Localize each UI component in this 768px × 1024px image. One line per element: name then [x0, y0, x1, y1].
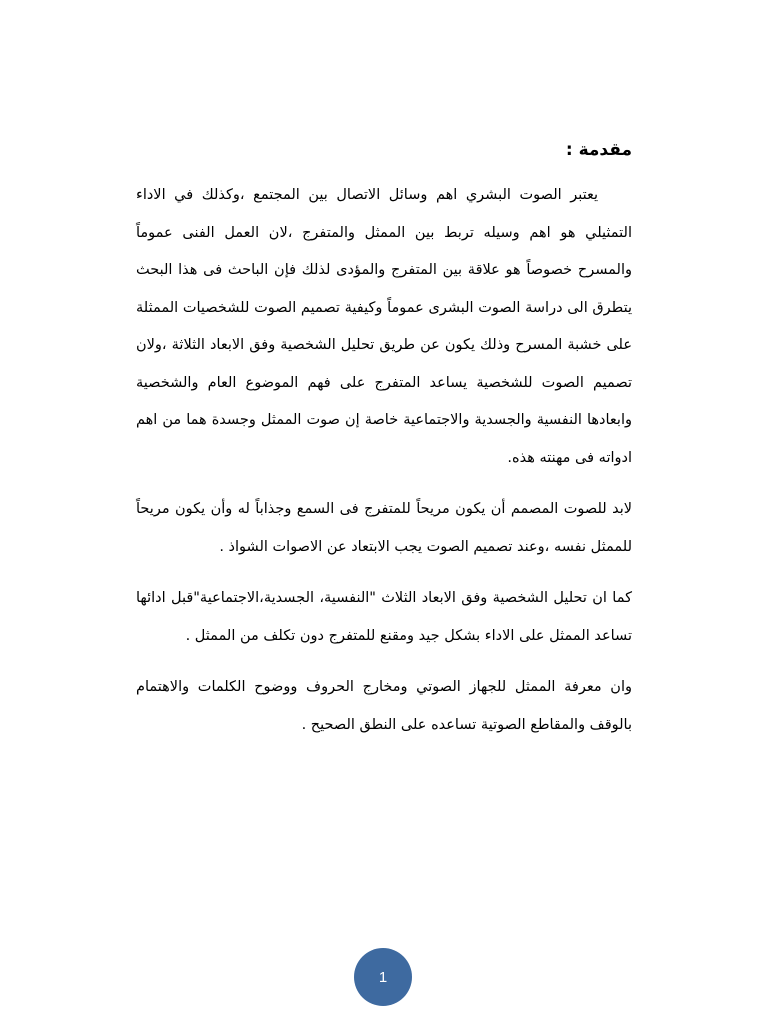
paragraph-1: يعتبر الصوت البشري اهم وسائل الاتصال بين المجتمع ،وكذلك في الاداء التمثيلي هو اهم وسيله تربط بين الممثل والمتفرج ،لان العمل الفنى عموماً والمسرح خصوصاً هو علاقة بين المتفرج والمؤدى لذلك فإن الباحث فى هذا البحث يتطرق الى دراسة الصوت البشرى عموماً وكيفية تصميم الصوت للشخصيات الممثلة على خشبة المسرح وذلك يكون عن طريق تحليل الشخصية وفق الابعاد الثلاثة ،ولان تصميم الصوت للشخصية يساعد المتفرج على فهم الموضوع العام والشخصية وابعادها النفسية والجسدية والاجتماعية خاصة إن صوت الممثل وجسدة هما من اهم ادواته فى مهنته هذه.	[136, 187, 632, 466]
page-number-badge	[354, 948, 412, 1006]
section-heading: مقدمة :	[565, 140, 632, 160]
document-body	[136, 135, 632, 758]
paragraph-2: لابد للصوت المصمم أن يكون مريحاً للمتفرج فى السمع وجذاباً له وأن يكون مريحاً للممثل نفسه ،وعند تصميم الصوت يجب الابتعاد عن الاصوات الشواذ .	[136, 501, 632, 555]
page-number-text: 1	[378, 968, 388, 986]
paragraph-4: وان معرفة الممثل للجهاز الصوتي ومخارج الحروف ووضوح الكلمات والاهتمام بالوقف والمقاطع الصوتية تساعده على النطق الصحيح .	[136, 679, 632, 733]
paragraph-3: كما ان تحليل الشخصية وفق الابعاد الثلاث "النفسية، الجسدية،الاجتماعية"قبل ادائها تساعد الممثل على الاداء بشكل جيد ومقنع للمتفرج دون تكلف من الممثل .	[136, 590, 632, 644]
